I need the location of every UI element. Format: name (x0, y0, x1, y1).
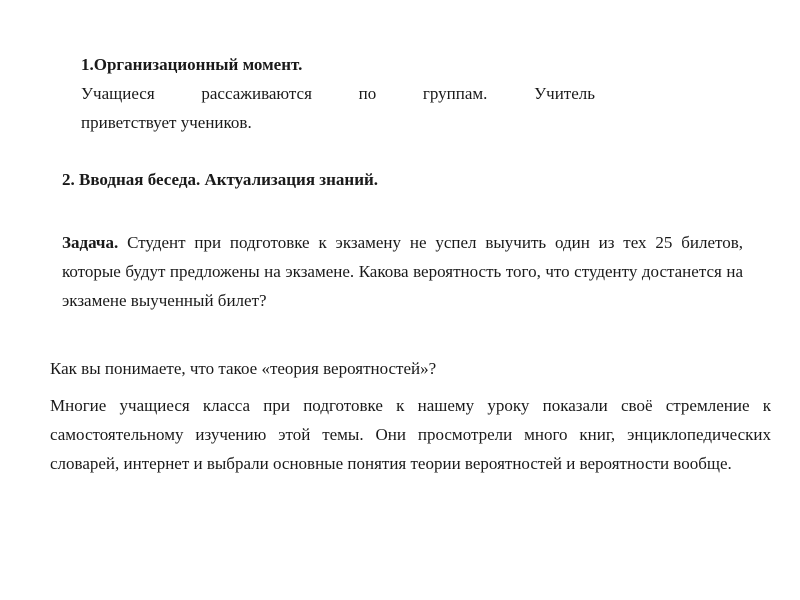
section1-line2: Учащиеся рассаживаются по группам. Учитель (81, 84, 595, 103)
question-text: Как вы понимаете, что такое «теория вероятностей»? (50, 359, 437, 378)
task-label: Задача. (62, 233, 119, 252)
section-organizational (81, 50, 595, 137)
section1-line3: приветствует учеников. (81, 113, 252, 132)
section2-heading: 2. Вводная беседа. Актуализация знаний. (62, 170, 379, 189)
task-block (62, 228, 743, 315)
task-text: Студент при подготовке к экзамену не успел выучить один из тех 25 билетов, которые будут предложены на экзамене. Какова вероятность того, что студенту достанется на экзамене выученный билет? (62, 233, 743, 310)
paragraph-text: Многие учащиеся класса при подготовке к нашему уроку показали своё стремление к самостоятельному изучению этой темы. Они просмотрели много книг, энциклопедических словарей, интернет и выбрали основные понятия теории вероятностей и вероятности вообще. (50, 396, 771, 473)
section1-heading: 1.Организационный момент. (81, 55, 303, 74)
